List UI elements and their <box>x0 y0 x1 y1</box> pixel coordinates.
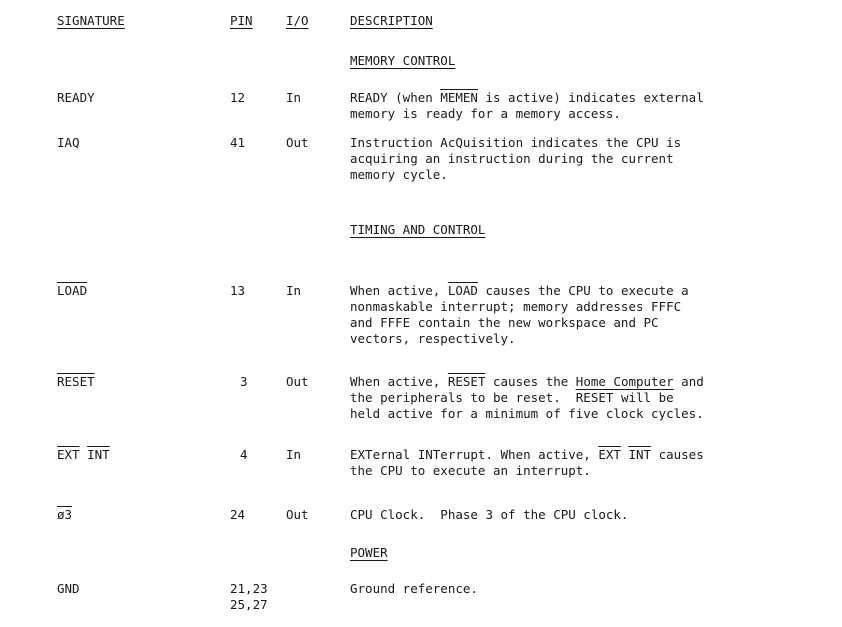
description-line: vectors, respectively. <box>350 331 516 346</box>
header-signature: SIGNATURE <box>57 13 125 28</box>
signal-name: $\overline{EXT}$ $\overline{INT}$ <box>57 447 110 462</box>
overbar-signal: RESET <box>575 390 614 405</box>
overbar-signal: RESET <box>447 374 486 389</box>
signal-name: GND <box>57 581 80 596</box>
section-timing-and-control: TIMING AND CONTROL <box>350 222 486 237</box>
io-direction: Out <box>286 507 309 522</box>
io-direction: Out <box>286 374 309 389</box>
description-line: the peripherals to be reset. RESET will be <box>350 390 674 405</box>
pin-number: 4 <box>240 447 248 462</box>
description-line: memory is ready for a memory access. <box>350 106 621 121</box>
header-pin: PIN <box>230 13 253 28</box>
description-line: the CPU to execute an interrupt. <box>350 463 591 478</box>
description-line: EXTernal INTerrupt. When active, $\overline{EXT}$ $\overline{INT}$ causes <box>350 447 704 462</box>
pin-number: 12 <box>230 90 246 105</box>
io-direction: Out <box>286 135 309 150</box>
overbar-signal: MEMEN <box>440 90 478 105</box>
description-line: When active, LOAD causes the CPU to execute a <box>350 283 689 298</box>
overbar-signal: $\overline{EXT}$ <box>598 447 621 462</box>
description-line: memory cycle. <box>350 167 448 182</box>
pin-number: 25,27 <box>230 597 268 612</box>
section-memory-control: MEMORY CONTROL <box>350 53 456 68</box>
signal-name: IAQ <box>57 135 80 150</box>
description-line: CPU Clock. Phase 3 of the CPU clock. <box>350 507 629 522</box>
description-line: Instruction AcQuisition indicates the CPU is <box>350 135 682 150</box>
description-line: nonmaskable interrupt; memory addresses FFFC <box>350 299 682 314</box>
header-description: DESCRIPTION <box>350 13 433 28</box>
signal-name: RESET <box>57 374 95 389</box>
description-line: held active for a minimum of five clock cycles. <box>350 406 704 421</box>
description-line: and FFFE contain the new workspace and PC <box>350 315 659 330</box>
section-power: POWER <box>350 545 388 560</box>
underlined-phrase: Home Computer <box>575 374 674 389</box>
pin-number: 41 <box>230 135 246 150</box>
pin-number: 3 <box>240 374 248 389</box>
signal-name: LOAD <box>57 283 88 298</box>
overbar-signal: LOAD <box>447 283 478 298</box>
io-direction: In <box>286 283 302 298</box>
description-line: When active, RESET causes the Home Computer and <box>350 374 704 389</box>
pin-number: 21,23 <box>230 581 268 596</box>
overbar-signal: $\overline{INT}$ <box>628 447 652 462</box>
io-direction: In <box>286 447 302 462</box>
description-line: READY (when MEMEN is active) indicates external <box>350 90 704 105</box>
signal-name: READY <box>57 90 95 105</box>
signal-name: ø3 <box>57 507 73 522</box>
pin-number: 24 <box>230 507 246 522</box>
io-direction: In <box>286 90 302 105</box>
description-line: Ground reference. <box>350 581 478 596</box>
pin-number: 13 <box>230 283 246 298</box>
header-io: I/O <box>286 13 309 28</box>
description-line: acquiring an instruction during the current <box>350 151 674 166</box>
